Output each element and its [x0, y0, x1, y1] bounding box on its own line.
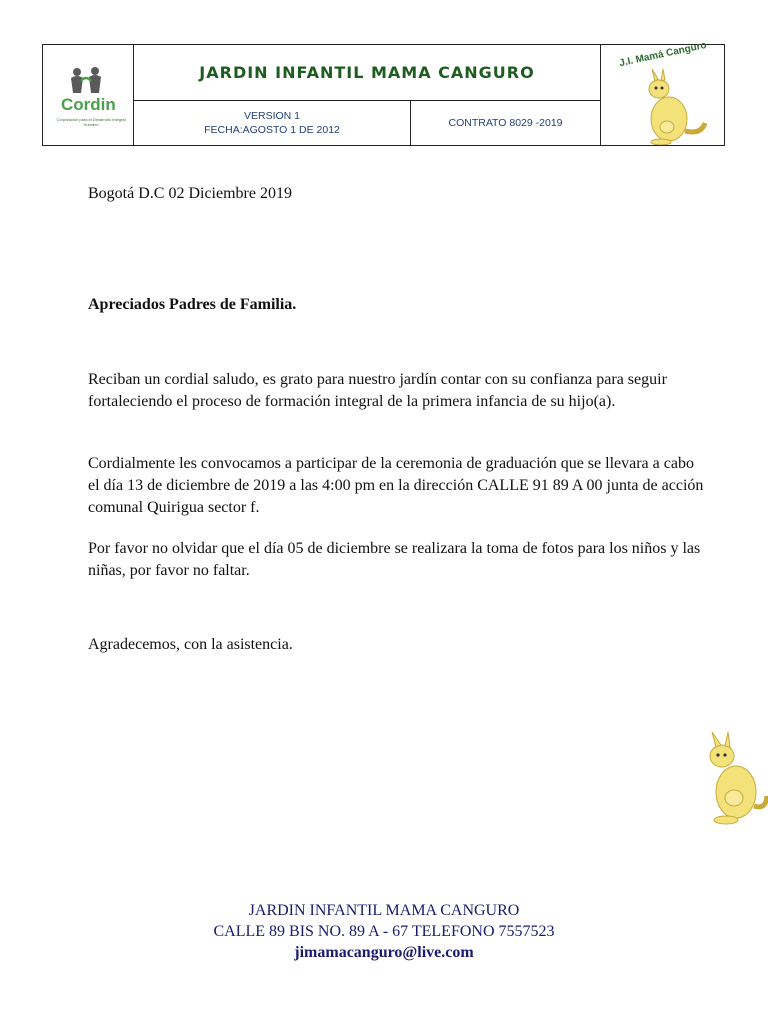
kangaroo-icon	[601, 45, 725, 145]
version-cell	[134, 101, 411, 145]
footer-email: jimamacanguro@live.com	[294, 944, 474, 961]
contract-cell	[411, 101, 600, 145]
version-label: VERSION 1	[243, 110, 301, 122]
version-date: FECHA:AGOSTO 1 DE 2012	[204, 124, 340, 136]
letter-paragraph-2: Cordialmente les convocamos a participar de la ceremonia de graduación que se llevara a cabo el día 13 de diciembre de 2019 a las 4:00 pm en la dirección CALLE 91 89 A 00 junta de acción comunal Quirigua sector f.	[88, 455, 704, 516]
mama-canguro-logo-text: J.I. Mamá Canguro	[618, 39, 708, 70]
letter-closing: Agradecemos, con la asistencia.	[88, 636, 293, 653]
cordin-logo	[43, 45, 134, 145]
letter-greeting: Apreciados Padres de Familia.	[88, 296, 297, 313]
cordin-logo-text: Cordin	[61, 95, 116, 114]
footer-name: JARDIN INFANTIL MAMA CANGURO	[248, 902, 520, 919]
contract-label: CONTRATO 8029 -2019	[448, 117, 563, 129]
document-footer	[0, 900, 768, 963]
footer-address: CALLE 89 BIS NO. 89 A - 67 TELEFONO 7557523	[213, 923, 555, 940]
document-header	[42, 39, 725, 146]
cordin-logo-tagline: Corporación para el Desarrollo Integral Humano	[56, 117, 126, 127]
letter-date: Bogotá D.C 02 Diciembre 2019	[88, 185, 292, 202]
letter-paragraph-3: Por favor no olvidar que el día 05 de diciembre se realizara la toma de fotos para los niños y las niñas, por favor no faltar.	[88, 540, 701, 579]
letter-paragraph-1: Reciban un cordial saludo, es grato para nuestro jardín contar con su confianza para seguir fortaleciendo el proceso de formación integral de la primera infancia de su hijo(a).	[88, 371, 667, 410]
kangaroo-icon	[694, 726, 768, 826]
mama-canguro-logo	[600, 39, 724, 145]
header-title-cell	[134, 45, 600, 101]
header-title: JARDIN INFANTIL MAMA CANGURO	[199, 63, 535, 82]
